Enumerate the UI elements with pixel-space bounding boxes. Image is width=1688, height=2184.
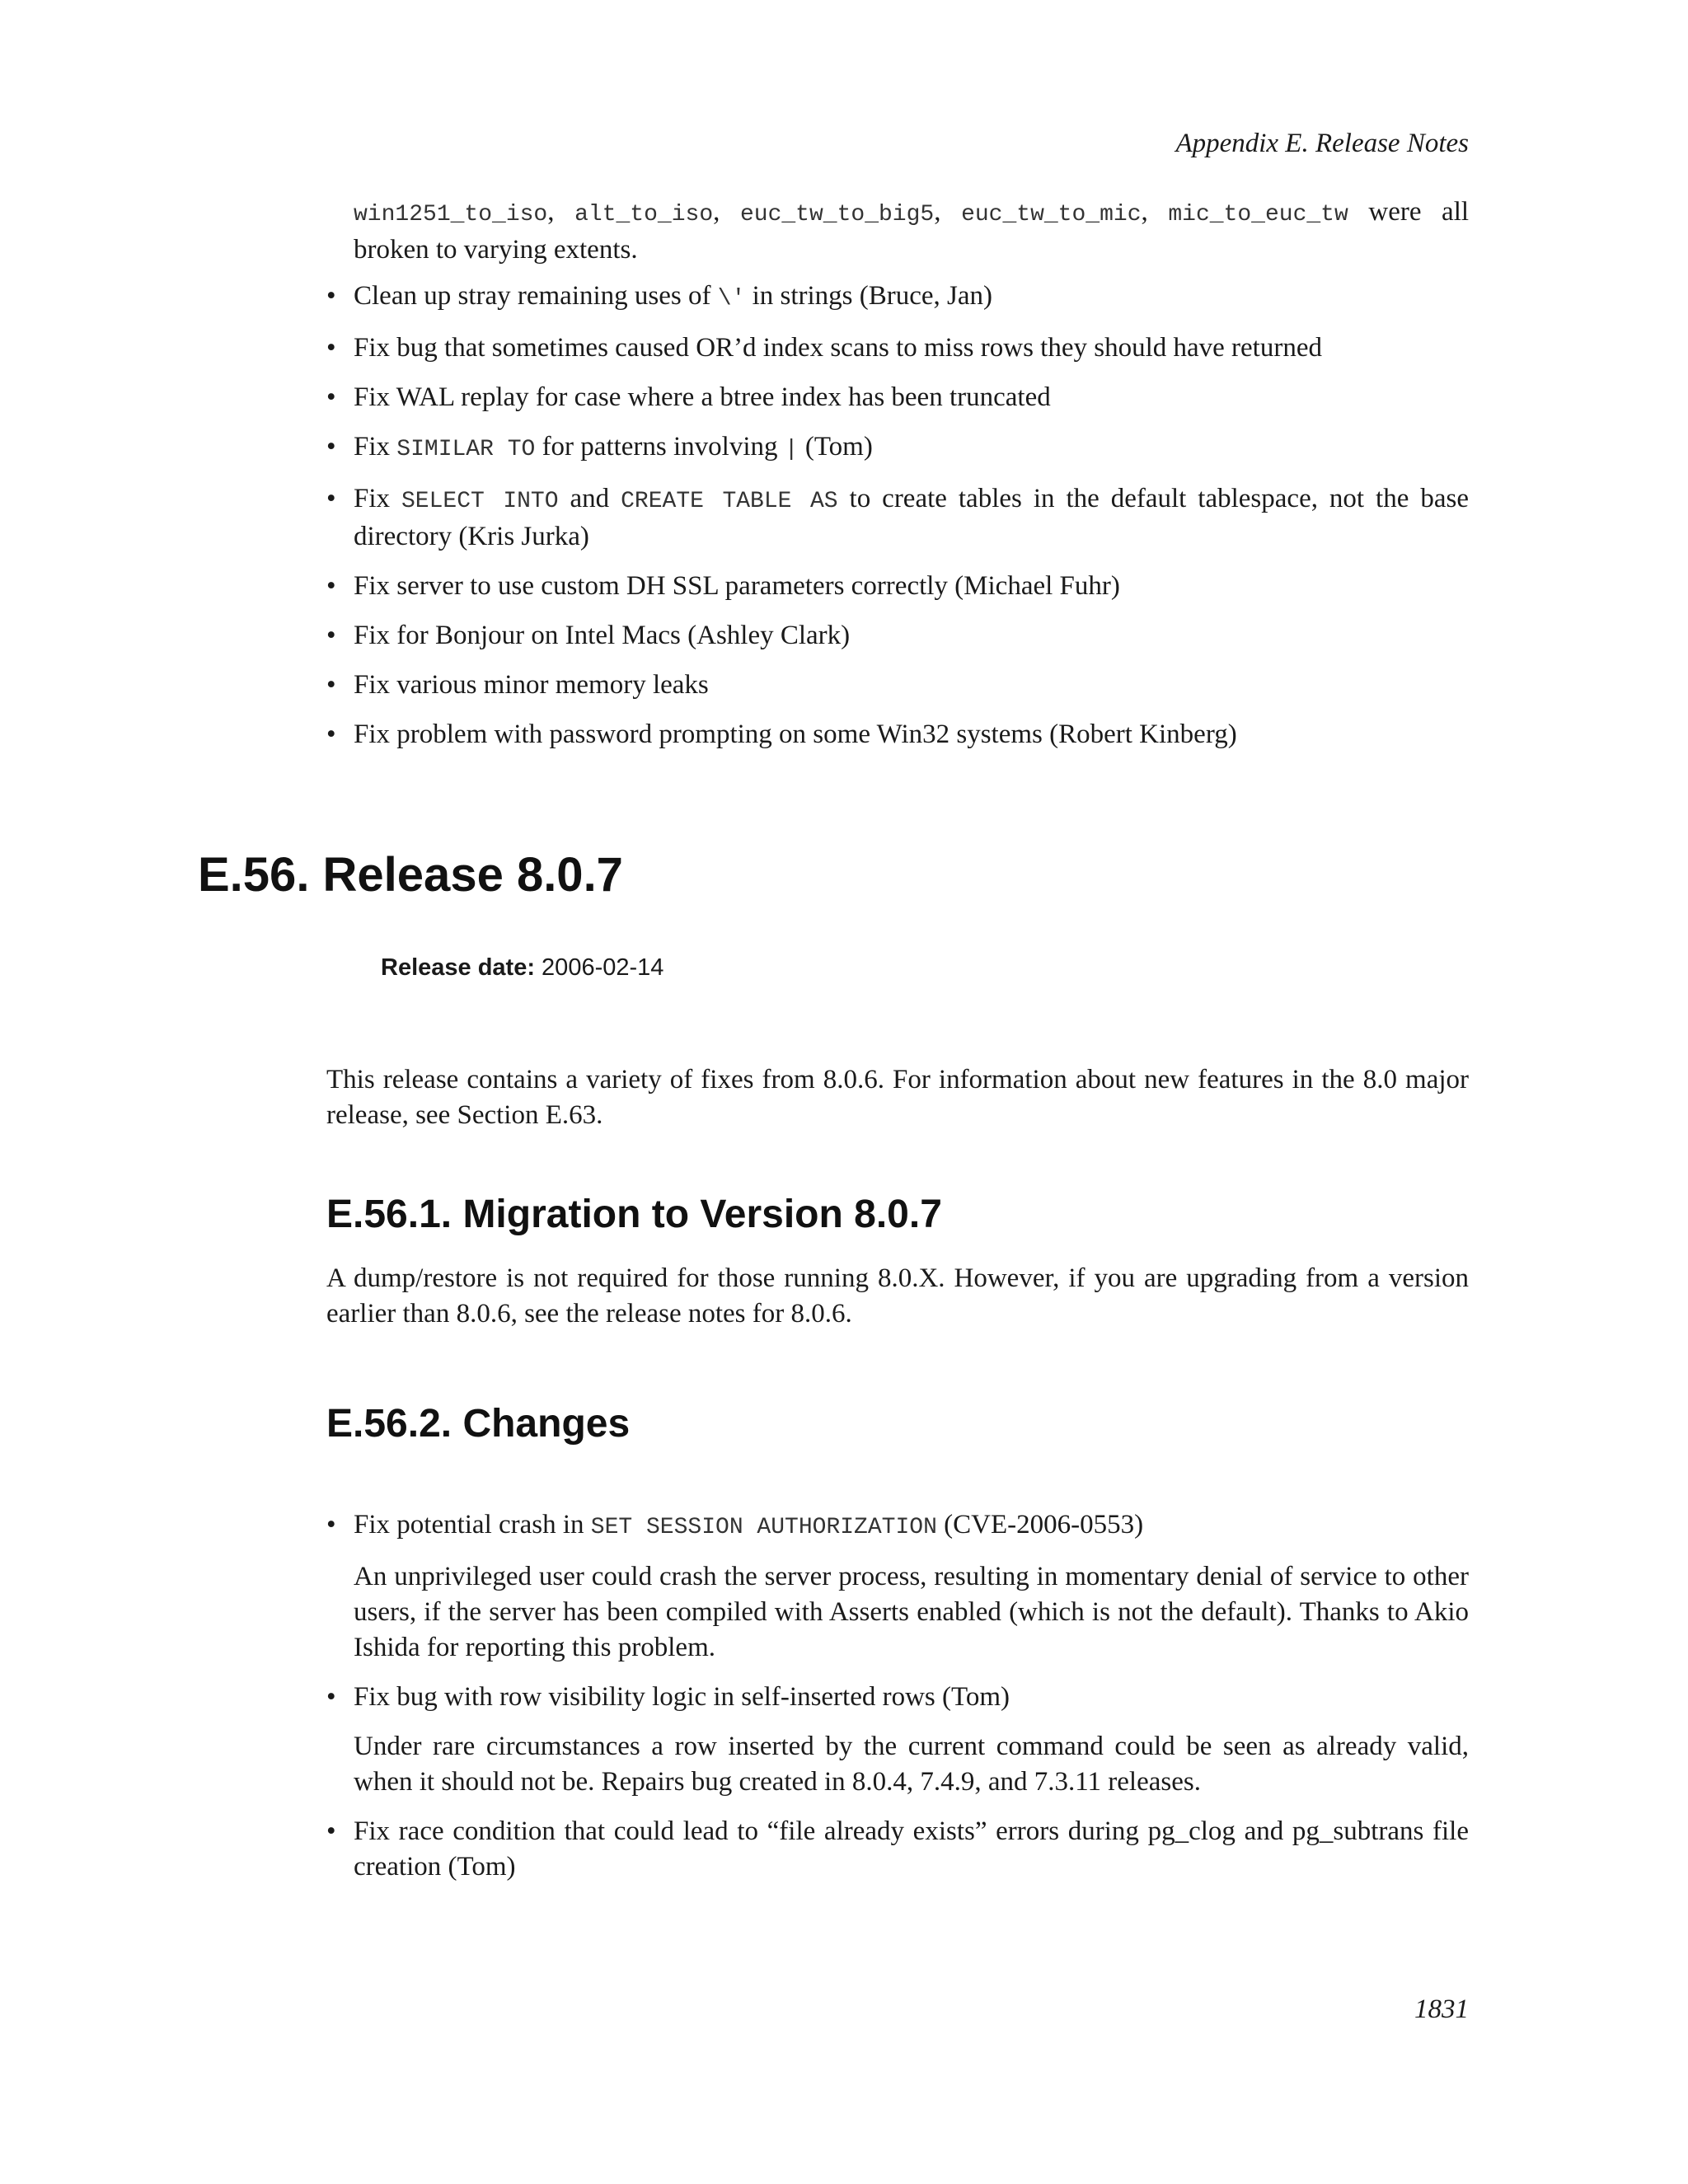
list-item: • Fix SIMILAR TO for patterns involving | (Tom) xyxy=(326,429,1469,467)
code-mic-to-euc-tw: mic_to_euc_tw xyxy=(1168,202,1348,227)
list-item: • Fix various minor memory leaks xyxy=(326,668,1469,703)
running-header: Appendix E. Release Notes xyxy=(1175,129,1469,158)
page-number: 1831 xyxy=(1414,1994,1469,2024)
bullet-icon: • xyxy=(326,382,336,412)
continuation-paragraph: win1251_to_iso, alt_to_iso, euc_tw_to_big5, euc_tw_to_mic, mic_to_euc_tw were all broken to varying extents. xyxy=(354,197,1470,265)
code-inline: CREATE TABLE AS xyxy=(621,489,838,514)
bullet-icon: • xyxy=(326,333,336,363)
list-item: • Fix potential crash in SET SESSION AUTHORIZATION (CVE-2006-0553) An unprivileged user could crash the server process, resulting in momentary denial of service to other users, if the server has been compiled with Asserts enabled (which is not the default). Thanks to Akio Ishida for reporting this problem. xyxy=(326,1507,1469,1666)
release-date-label: Release date: xyxy=(381,954,535,981)
list-item: • Fix server to use custom DH SSL parameters correctly (Michael Fuhr) xyxy=(326,569,1469,604)
bullet-icon: • xyxy=(326,1682,336,1712)
bullet-icon: • xyxy=(326,719,336,749)
migration-heading: E.56.1. Migration to Version 8.0.7 xyxy=(326,1193,942,1236)
bullet-icon: • xyxy=(326,621,336,650)
list-item: • Fix SELECT INTO and CREATE TABLE AS to create tables in the default tablespace, not the base directory (Kris Jurka) xyxy=(326,481,1469,555)
section-title: E.56. Release 8.0.7 xyxy=(198,848,623,902)
release-date-value: 2006-02-14 xyxy=(535,954,664,981)
migration-paragraph: A dump/restore is not required for those running 8.0.X. However, if you are upgrading from a version earlier than 8.0.6, see the release notes for 8.0.6. xyxy=(326,1263,1469,1329)
list-item: • Fix bug that sometimes caused OR’d index scans to miss rows they should have returned xyxy=(326,330,1469,366)
list-item: • Fix bug with row visibility logic in self-inserted rows (Tom) Under rare circumstances a row inserted by the current command could be seen as already valid, when it should not be. Repairs bug created in 8.0.4, 7.4.9, and 7.3.11 releases. xyxy=(326,1680,1469,1800)
list-item: • Clean up stray remaining uses of \' in strings (Bruce, Jan) xyxy=(326,279,1469,316)
change-note: Under rare circumstances a row inserted by the current command could be seen as already valid, when it should not be. Repairs bug created in 8.0.4, 7.4.9, and 7.3.11 releases. xyxy=(354,1732,1469,1797)
bullet-icon: • xyxy=(326,571,336,601)
fix-list-top xyxy=(326,279,1469,766)
code-euc-tw-to-big5: euc_tw_to_big5 xyxy=(739,202,935,227)
code-win1251-to-iso: win1251_to_iso xyxy=(354,202,548,227)
list-item: • Fix problem with password prompting on some Win32 systems (Robert Kinberg) xyxy=(326,717,1469,752)
list-item: • Fix for Bonjour on Intel Macs (Ashley Clark) xyxy=(326,618,1469,654)
change-note: An unprivileged user could crash the server process, resulting in momentary denial of service to other users, if the server has been compiled with Asserts enabled (which is not the default). Thanks to Akio Ishida for reporting this problem. xyxy=(354,1562,1469,1662)
list-item: • Fix WAL replay for case where a btree index has been truncated xyxy=(326,380,1469,415)
code-inline: | xyxy=(784,437,799,462)
bullet-icon: • xyxy=(326,1510,336,1540)
list-item: • Fix race condition that could lead to “file already exists” errors during pg_clog and pg_subtrans file creation (Tom) xyxy=(326,1814,1469,1885)
changes-heading: E.56.2. Changes xyxy=(326,1402,631,1446)
code-inline: SELECT INTO xyxy=(401,489,559,514)
intro-paragraph: This release contains a variety of fixes from 8.0.6. For information about new features in the 8.0 major release, see Section E.63. xyxy=(326,1065,1469,1130)
code-inline: SIMILAR TO xyxy=(396,437,536,462)
bullet-icon: • xyxy=(326,484,336,513)
code-alt-to-iso: alt_to_iso xyxy=(574,202,714,227)
bullet-icon: • xyxy=(326,281,336,311)
bullet-icon: • xyxy=(326,432,336,462)
code-euc-tw-to-mic: euc_tw_to_mic xyxy=(961,202,1142,227)
bullet-icon: • xyxy=(326,1816,336,1846)
bullet-icon: • xyxy=(326,670,336,700)
code-inline: \' xyxy=(717,286,746,312)
changes-list xyxy=(326,1507,1469,1899)
code-inline: SET SESSION AUTHORIZATION xyxy=(590,1515,937,1540)
release-date xyxy=(381,954,663,982)
